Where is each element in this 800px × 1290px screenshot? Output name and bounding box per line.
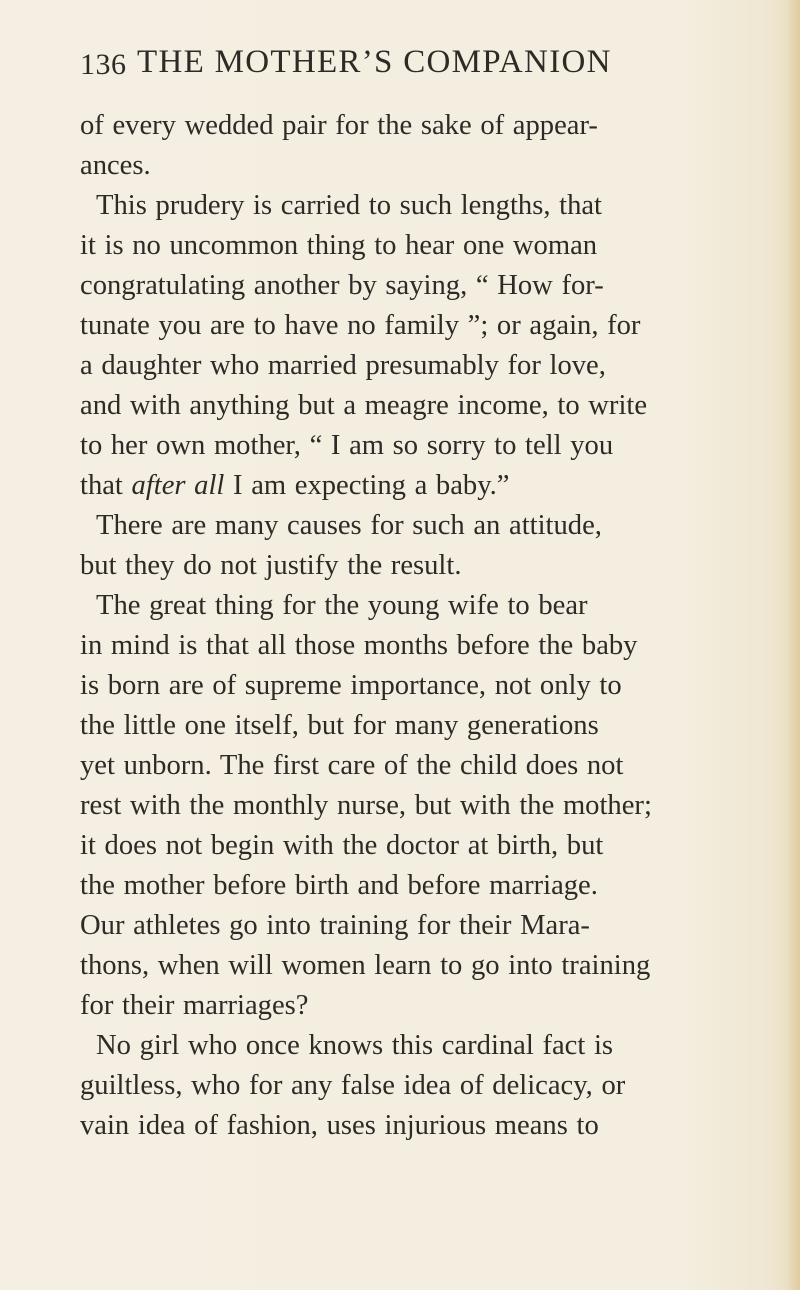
text-line: it is no uncommon thing to hear one woman bbox=[80, 230, 598, 261]
text-line: There are many causes for such an attitude, bbox=[96, 510, 602, 541]
text-line: a daughter who married presumably for love, bbox=[80, 350, 606, 381]
text-run: that bbox=[80, 470, 132, 501]
text-line: it does not begin with the doctor at birth, but bbox=[80, 830, 604, 861]
text-line: in mind is that all those months before the baby bbox=[80, 630, 638, 661]
text-line: the mother before birth and before marriage. bbox=[80, 870, 598, 901]
italic-emphasis: after all bbox=[131, 470, 225, 501]
text-line: Our athletes go into training for their Mara- bbox=[80, 910, 590, 941]
text-line: the little one itself, but for many generations bbox=[80, 710, 599, 741]
text-line: is born are of supreme importance, not only to bbox=[80, 670, 622, 701]
text-line: to her own mother, “ I am so sorry to tell you bbox=[80, 430, 614, 461]
text-line: tunate you are to have no family ”; or again, for bbox=[80, 310, 641, 341]
text-line: ances. bbox=[80, 150, 151, 181]
text-line: but they do not justify the result. bbox=[80, 550, 462, 581]
text-line: This prudery is carried to such lengths, that bbox=[96, 190, 603, 221]
text-line: vain idea of fashion, uses injurious means to bbox=[80, 1110, 599, 1141]
text-run: I am expecting a baby.” bbox=[224, 470, 510, 501]
text-line: for their marriages? bbox=[80, 990, 309, 1021]
page-number: 136 bbox=[80, 48, 127, 81]
book-title: THE MOTHER’S COMPANION bbox=[137, 44, 612, 80]
text-line: No girl who once knows this cardinal fact is bbox=[96, 1030, 614, 1061]
text-line: congratulating another by saying, “ How for- bbox=[80, 270, 604, 301]
text-line: guiltless, who for any false idea of delicacy, or bbox=[80, 1070, 626, 1101]
text-line: The great thing for the young wife to bear bbox=[96, 590, 588, 621]
text-line: rest with the monthly nurse, but with the mother; bbox=[80, 790, 652, 821]
text-line bbox=[80, 466, 509, 506]
text-line: thons, when will women learn to go into training bbox=[80, 950, 651, 981]
text-line: of every wedded pair for the sake of appear- bbox=[80, 110, 598, 141]
text-line: yet unborn. The first care of the child does not bbox=[80, 750, 624, 781]
text-line: and with anything but a meagre income, to write bbox=[80, 390, 648, 421]
